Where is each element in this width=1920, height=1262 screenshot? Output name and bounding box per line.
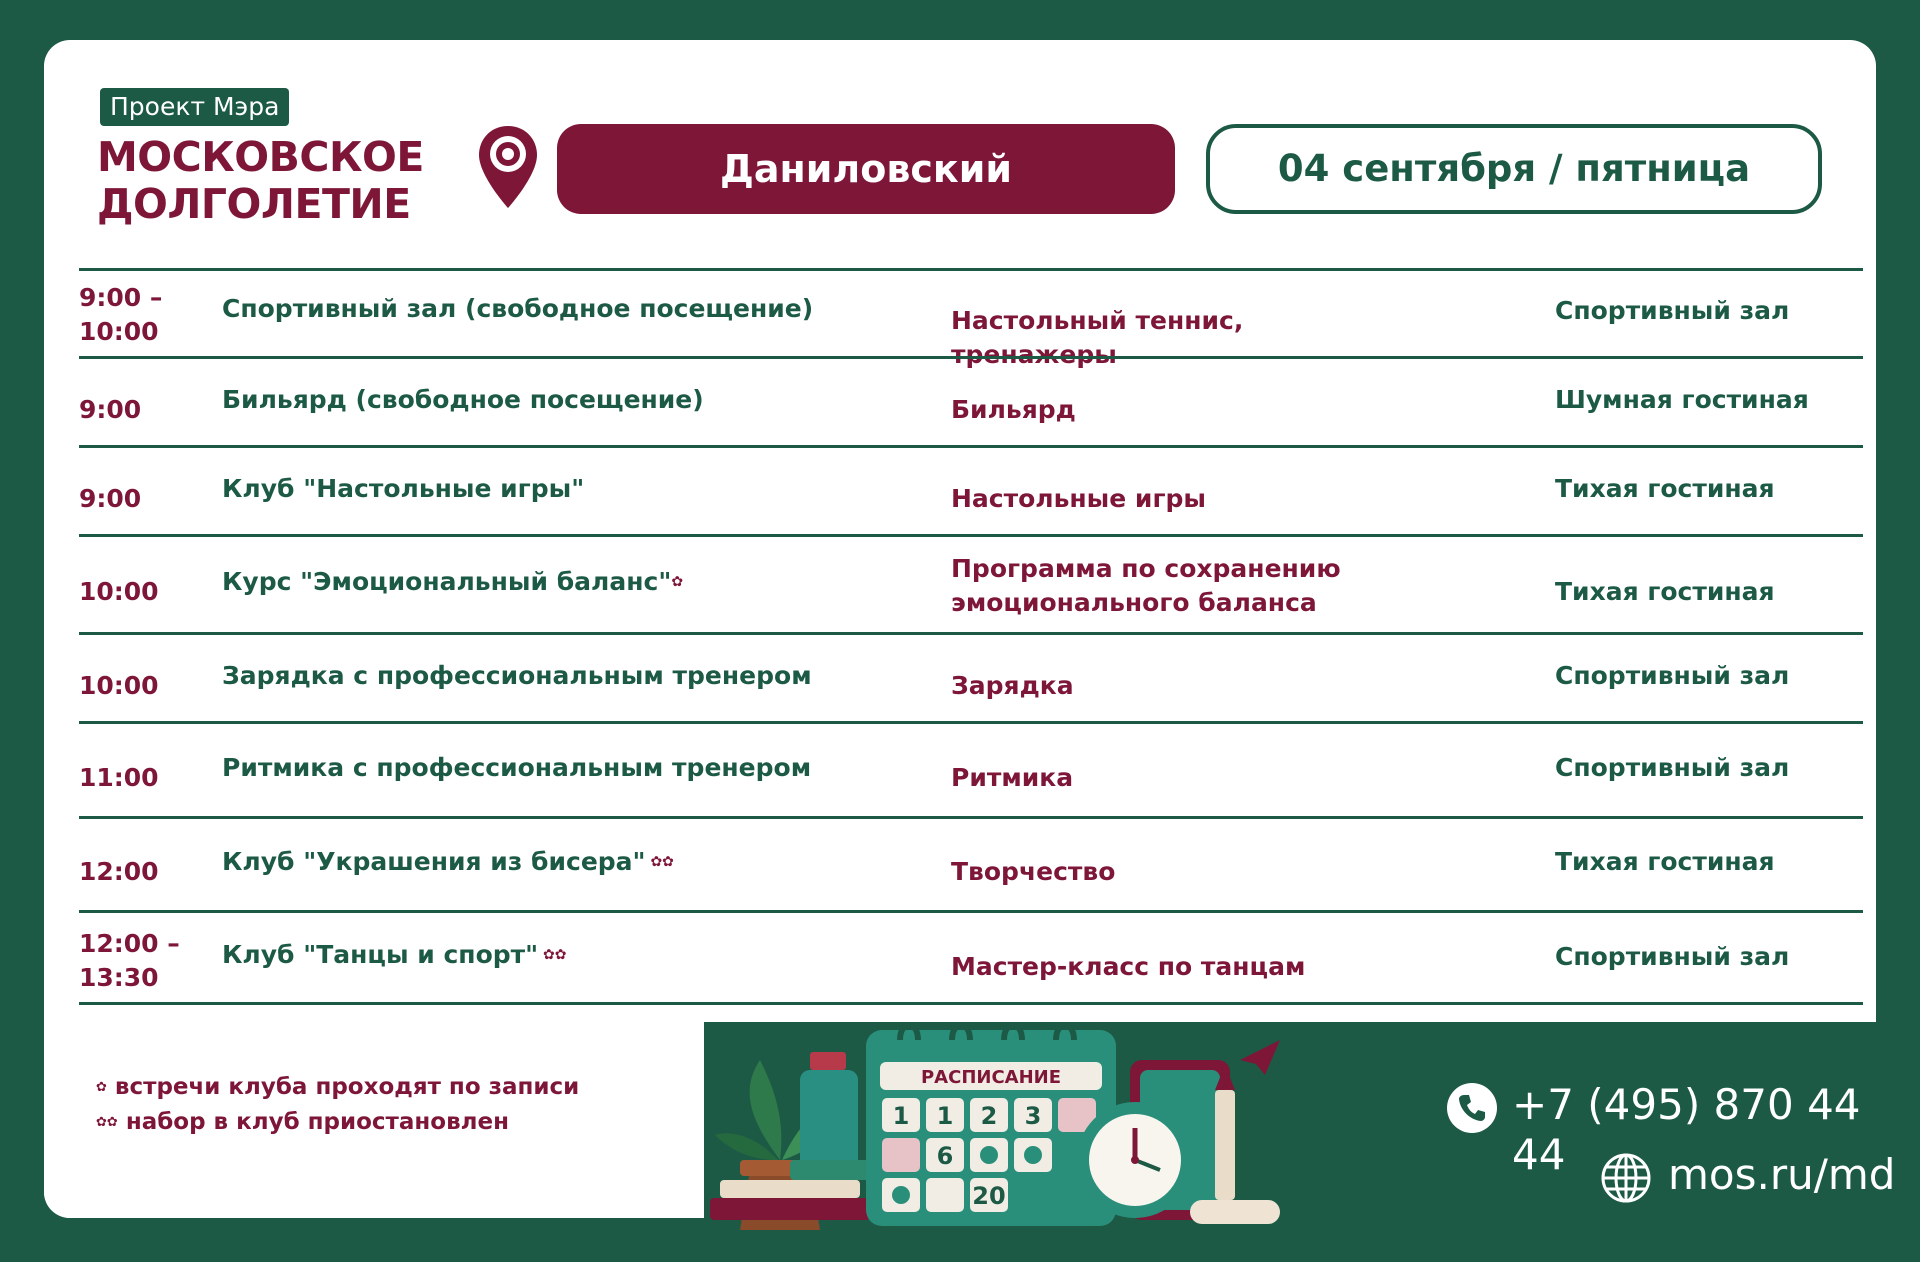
calendar-cell-3: 2	[980, 1102, 998, 1130]
row-time: 10:00	[79, 577, 159, 606]
row-activity-title: Ритмика с профессиональным тренером	[222, 752, 812, 782]
row-place: Спортивный зал	[1555, 296, 1790, 325]
row-type: Настольный теннис, тренажеры	[951, 306, 1244, 369]
footnote-1	[96, 1070, 579, 1105]
district-banner: Даниловский	[557, 124, 1175, 214]
row-activity-title: Курс "Эмоциональный баланс"	[222, 567, 672, 596]
table-row	[79, 534, 1863, 632]
row-place: Шумная гостиная	[1555, 384, 1809, 414]
phone-number[interactable]: +7 (495) 870 44 44	[1512, 1080, 1861, 1179]
row-time: 10:00	[79, 670, 159, 700]
calendar-label: РАСПИСАНИЕ	[920, 1067, 1062, 1088]
row-activity-title: Клуб "Настольные игры"	[222, 473, 585, 503]
enrollment-mark: ✿✿	[645, 854, 674, 870]
row-type: Ритмика	[951, 762, 1074, 792]
row-type: Бильярд	[951, 394, 1076, 424]
footnote-2-text: набор в клуб приостановлен	[125, 1109, 509, 1135]
calendar-cell-4: 3	[1024, 1102, 1042, 1130]
row-activity	[222, 659, 812, 693]
calendar-icon	[866, 1025, 1116, 1226]
footnote-1-text: встречи клуба проходят по записи	[114, 1074, 580, 1100]
brand-badge: Проект Мэра	[100, 88, 289, 126]
row-time: 9:00 – 10:00	[79, 283, 163, 346]
books-icon	[710, 1160, 890, 1220]
table-row	[79, 721, 1863, 816]
row-activity-title: Клуб "Украшения из бисера"	[222, 847, 646, 876]
row-activity	[222, 292, 813, 326]
row-activity-title: Клуб "Танцы и спорт"	[222, 939, 539, 969]
schedule-illustration	[600, 1000, 1300, 1230]
calendar-cell-2: 1	[936, 1102, 954, 1130]
date-banner: 04 сентября / пятница	[1206, 124, 1822, 214]
row-activity	[222, 383, 704, 417]
row-time: 11:00	[79, 762, 159, 792]
table-row	[79, 632, 1863, 721]
row-time: 9:00	[79, 483, 142, 513]
table-row	[79, 910, 1863, 1005]
row-activity-title: Спортивный зал (свободное посещение)	[222, 294, 814, 323]
row-place: Тихая гостиная	[1555, 577, 1775, 606]
table-row	[79, 356, 1863, 445]
row-activity-title: Зарядка с профессиональным тренером	[222, 660, 812, 690]
row-activity	[222, 938, 567, 972]
enrollment-mark: ✿✿	[538, 946, 567, 963]
website-link[interactable]: mos.ru/md	[1668, 1150, 1896, 1199]
calendar-cell-6: 20	[972, 1182, 1006, 1210]
calendar-cell-5: 6	[936, 1142, 954, 1170]
row-place: Спортивный зал	[1555, 941, 1790, 971]
table-row	[79, 445, 1863, 534]
row-activity-title: Бильярд (свободное посещение)	[222, 384, 704, 414]
row-activity	[222, 845, 674, 879]
table-row	[79, 816, 1863, 910]
row-place: Спортивный зал	[1555, 660, 1790, 690]
row-place: Спортивный зал	[1555, 752, 1790, 782]
phone-icon	[1446, 1082, 1498, 1134]
row-type: Зарядка	[951, 670, 1074, 700]
footnote-2	[96, 1105, 579, 1140]
row-type: Настольные игры	[951, 483, 1207, 513]
row-type: Программа по сохранению эмоционального баланса	[951, 554, 1341, 617]
row-time: 12:00 – 13:30	[79, 928, 180, 992]
row-activity	[222, 472, 584, 506]
schedule-table	[79, 268, 1863, 1005]
enrollment-mark: ✿	[671, 574, 684, 590]
brand-title-line2: ДОЛГОЛЕТИЕ	[97, 180, 411, 228]
calendar-cell-1: 1	[892, 1102, 910, 1130]
globe-icon	[1600, 1152, 1652, 1204]
row-time: 9:00	[79, 394, 142, 424]
table-row	[79, 268, 1863, 369]
footnote-1-mark: ✿	[96, 1080, 107, 1095]
row-activity	[222, 565, 683, 599]
location-pin-icon	[476, 124, 540, 210]
row-type: Творчество	[951, 857, 1116, 886]
row-time: 12:00	[79, 857, 159, 886]
row-place: Тихая гостиная	[1555, 847, 1775, 876]
footnotes	[96, 1070, 579, 1140]
row-place: Тихая гостиная	[1555, 473, 1775, 503]
brand-title-line1: МОСКОВСКОЕ	[97, 133, 424, 181]
footnote-2-mark: ✿✿	[96, 1115, 118, 1130]
row-type: Мастер-класс по танцам	[951, 951, 1306, 981]
brand-title	[97, 134, 424, 228]
row-activity	[222, 751, 811, 785]
